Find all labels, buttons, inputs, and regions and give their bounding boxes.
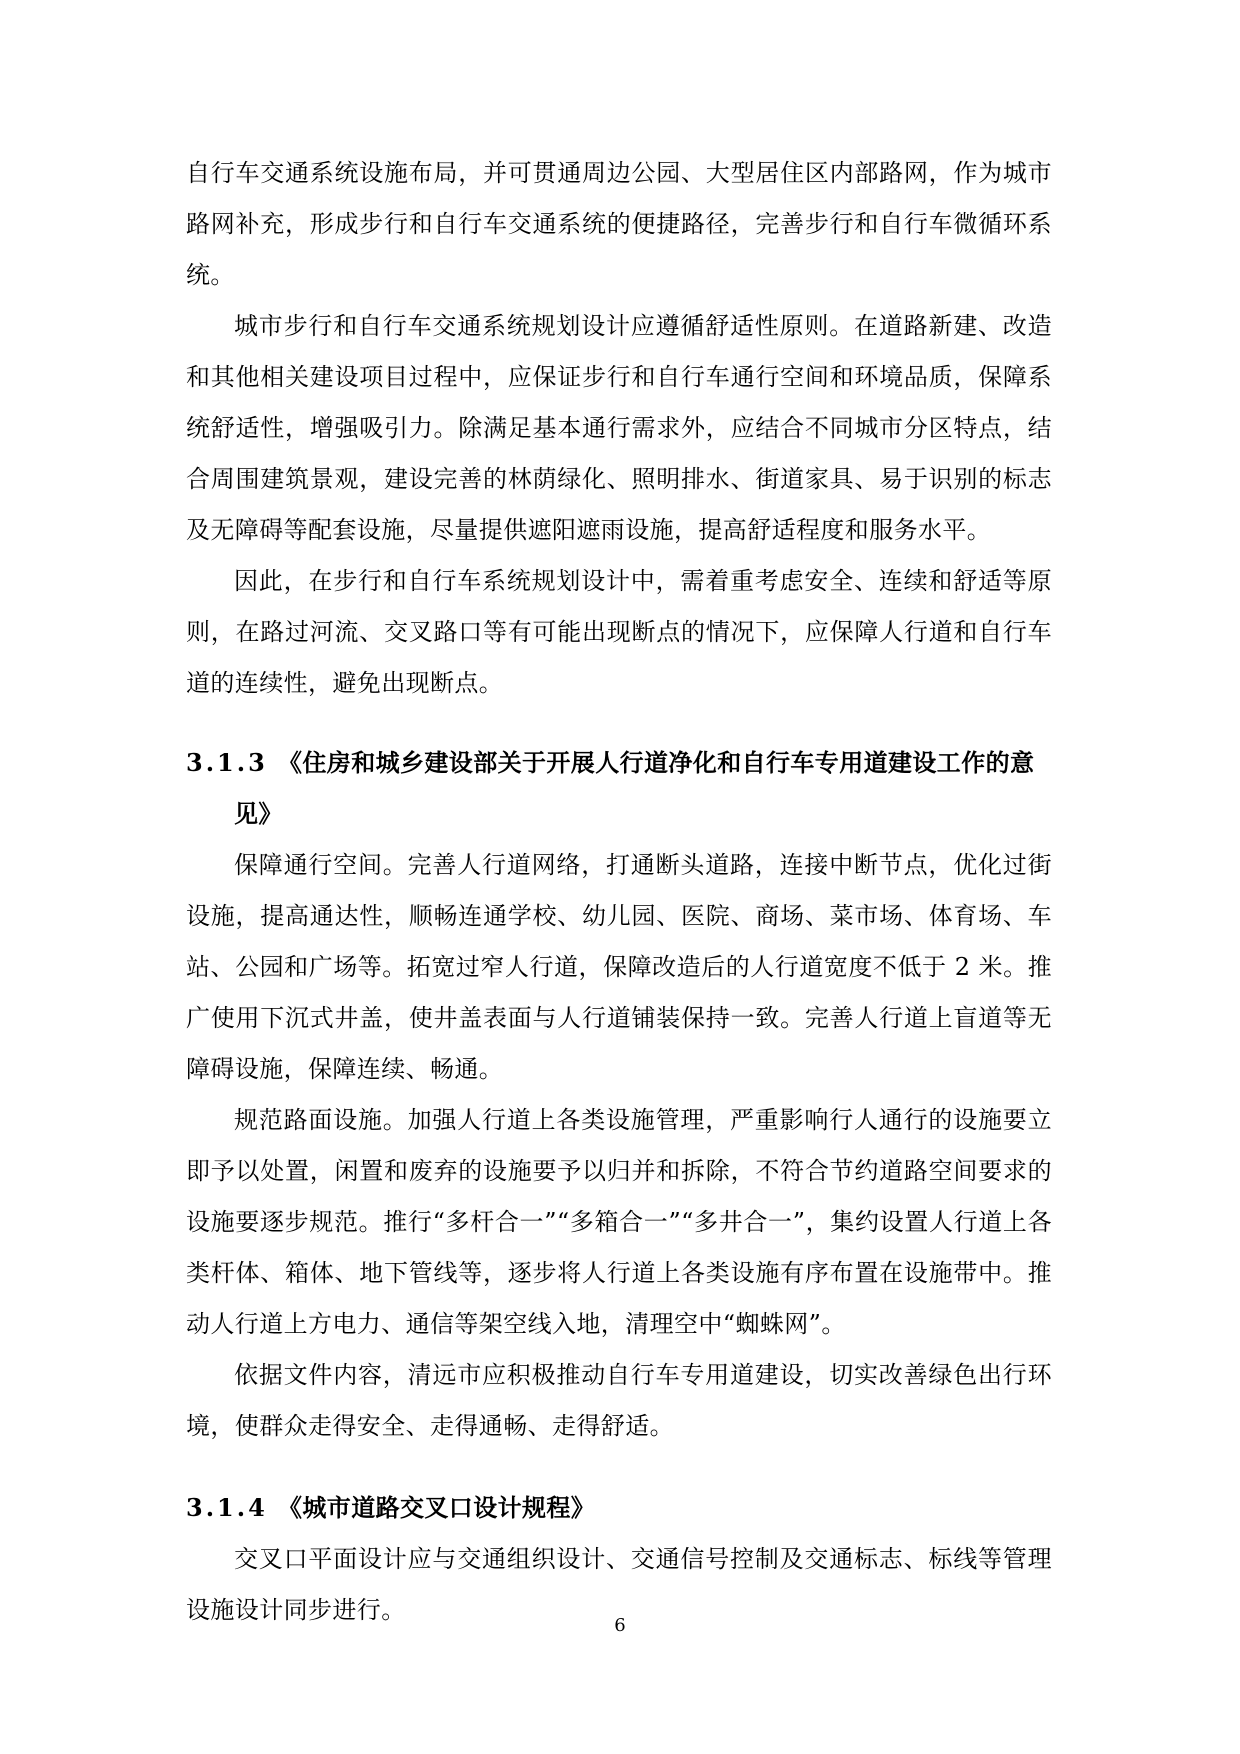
section-heading xyxy=(186,737,1052,840)
section-title: 《城市道路交叉口设计规程》 xyxy=(278,1494,596,1522)
section-title: 《住房和城乡建设部关于开展人行道净化和自行车专用道建设工作的意见》 xyxy=(234,749,1035,828)
body-paragraph: 自行车交通系统设施布局，并可贯通周边公园、大型居住区内部路网，作为城市路网补充，形成步行和自行车交通系统的便捷路径，完善步行和自行车微循环系统。 xyxy=(186,159,1052,289)
body-paragraph: 规范路面设施。加强人行道上各类设施管理，严重影响行人通行的设施要立即予以处置，闲置和废弃的设施要予以归并和拆除，不符合节约道路空间要求的设施要逐步规范。推行“多杆合一”“多箱合一”“多井合一”，集约设置人行道上各类杆体、箱体、地下管线等，逐步将人行道上各类设施有序布置在设施带中。推动人行道上方电力、通信等架空线入地，清理空中“蜘蛛网”。 xyxy=(186,1106,1052,1338)
page-number: 6 xyxy=(614,1615,626,1636)
section-3-1-4 xyxy=(186,1482,1052,1636)
section-number: 3.1.4 xyxy=(186,1493,268,1522)
body-paragraph: 城市步行和自行车交通系统规划设计应遵循舒适性原则。在道路新建、改造和其他相关建设项目过程中，应保证步行和自行车通行空间和环境品质，保障系统舒适性，增强吸引力。除满足基本通行需求外，应结合不同城市分区特点，结合周围建筑景观，建设完善的林荫绿化、照明排水、街道家具、易于识别的标志及无障碍等配套设施，尽量提供遮阳遮雨设施，提高舒适程度和服务水平。 xyxy=(186,312,1052,544)
body-paragraph: 因此，在步行和自行车系统规划设计中，需着重考虑安全、连续和舒适等原则，在路过河流、交叉路口等有可能出现断点的情况下，应保障人行道和自行车道的连续性，避免出现断点。 xyxy=(186,567,1052,697)
section-3-1-3 xyxy=(186,737,1052,1452)
body-paragraph: 依据文件内容，清远市应积极推动自行车专用道建设，切实改善绿色出行环境，使群众走得安全、走得通畅、走得舒适。 xyxy=(186,1361,1052,1440)
section-number: 3.1.3 xyxy=(186,748,268,777)
section-heading xyxy=(186,1482,1052,1534)
body-paragraph: 交叉口平面设计应与交通组织设计、交通信号控制及交通标志、标线等管理设施设计同步进行。 xyxy=(186,1545,1052,1624)
body-paragraph: 保障通行空间。完善人行道网络，打通断头道路，连接中断节点，优化过街设施，提高通达性，顺畅连通学校、幼儿园、医院、商场、菜市场、体育场、车站、公园和广场等。拓宽过窄人行道，保障改造后的人行道宽度不低于 2 米。推广使用下沉式井盖，使井盖表面与人行道铺装保持一致。完善人行道上盲道等无障碍设施，保障连续、畅通。 xyxy=(186,851,1052,1083)
page-content xyxy=(186,148,1052,1636)
